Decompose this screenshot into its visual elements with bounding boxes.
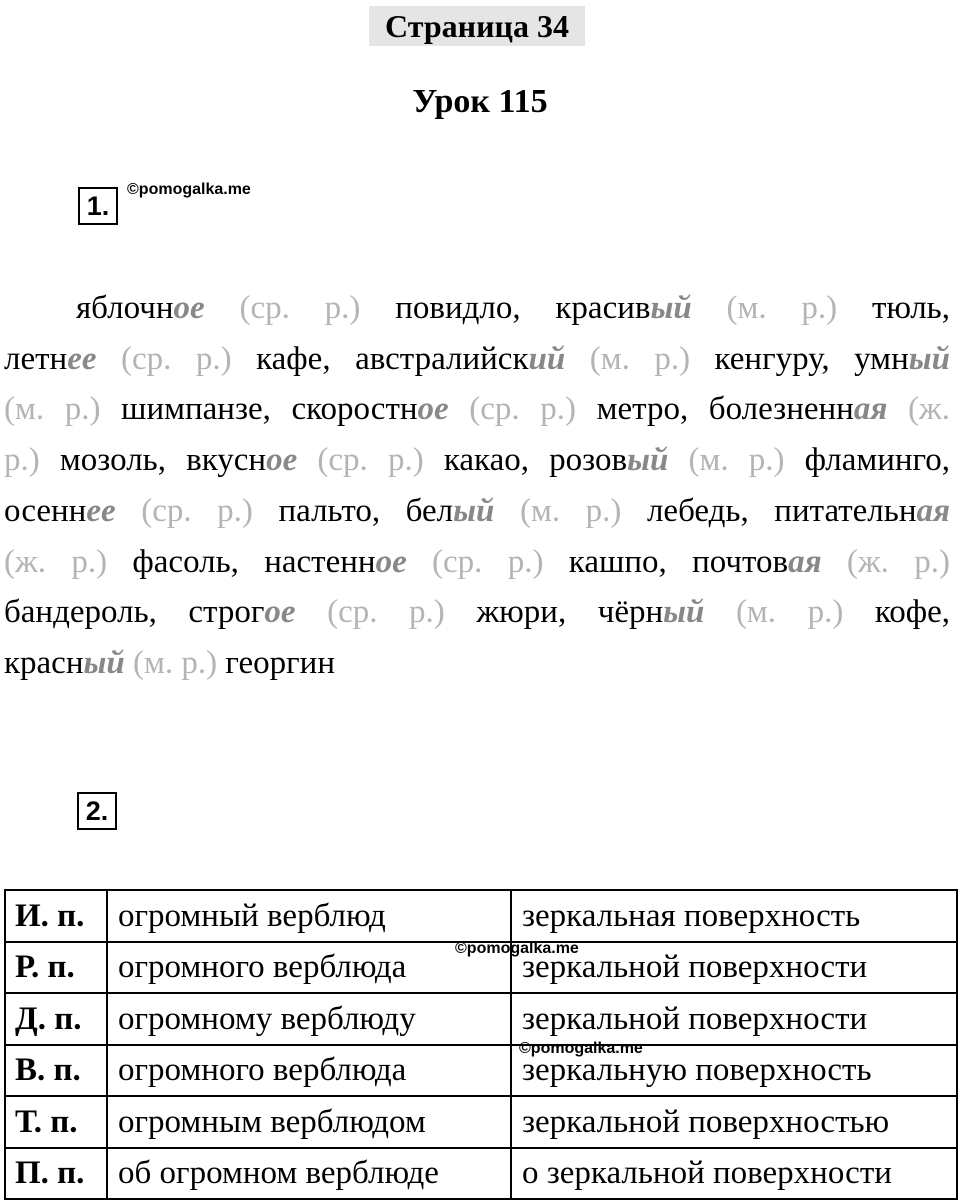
adjective-ending: ый xyxy=(83,644,125,681)
case-label: П. п. xyxy=(5,1148,107,1200)
case-label: И. п. xyxy=(5,890,107,942)
adjective-ending: ое xyxy=(264,594,296,631)
gender-note: р.) xyxy=(4,442,40,479)
gender-note: (ср. р.) xyxy=(317,442,424,479)
word-text: осенн xyxy=(4,492,87,529)
gender-note: (ж. xyxy=(907,391,950,428)
noun-phrase-surface: зеркальной поверхностью xyxy=(511,1096,957,1148)
text-line xyxy=(4,587,950,638)
word-text: бандероль, строг xyxy=(4,594,265,631)
table-row xyxy=(5,1148,957,1200)
word-text: георгин xyxy=(217,644,335,681)
table-row xyxy=(5,1096,957,1148)
word-text xyxy=(565,341,590,377)
gender-note: (ср. р.) xyxy=(121,340,232,377)
adjective-ending: ый xyxy=(453,492,495,529)
word-text: кенгуру, умн xyxy=(690,340,909,377)
case-label: Д. п. xyxy=(5,993,107,1045)
word-text xyxy=(97,341,122,377)
noun-phrase-surface: зеркальной поверхности xyxy=(511,942,957,994)
table-row xyxy=(5,890,957,942)
task-1-number: 1. xyxy=(78,187,118,225)
adjective-ending: ий xyxy=(528,340,566,377)
gender-note: (ср. р.) xyxy=(469,391,577,428)
gender-note: (ж. р.) xyxy=(4,543,108,580)
word-text: лебедь, питательн xyxy=(621,492,917,529)
gender-note: (м. р.) xyxy=(589,340,691,377)
word-text: кофе, xyxy=(843,594,951,631)
word-text: кафе, австралийск xyxy=(231,340,529,377)
declension-table xyxy=(4,889,958,1200)
noun-phrase-surface: зеркальной поверхности xyxy=(511,993,957,1045)
adjective-ending: ое xyxy=(375,543,407,580)
adjective-ending: ое xyxy=(173,290,205,326)
adjective-ending: ое xyxy=(266,442,298,479)
gender-note: (ж. р.) xyxy=(846,543,950,580)
adjective-ending: ее xyxy=(86,492,116,529)
case-label: В. п. xyxy=(5,1045,107,1097)
adjective-ending: ый xyxy=(650,290,692,326)
word-text xyxy=(125,645,133,681)
word-text xyxy=(449,391,470,427)
word-text xyxy=(704,594,736,630)
word-text xyxy=(887,391,908,427)
word-text xyxy=(116,493,142,529)
task-2-number: 2. xyxy=(77,792,117,830)
noun-phrase-surface: зеркальную поверхность xyxy=(511,1045,957,1097)
text-line xyxy=(4,638,950,689)
watermark: ©pomogalka.me xyxy=(455,940,579,957)
noun-phrase-surface: о зеркальной поверхности xyxy=(511,1148,957,1200)
table-row xyxy=(5,993,957,1045)
word-text xyxy=(407,544,432,580)
word-text: летн xyxy=(4,340,68,377)
word-text xyxy=(296,594,328,630)
task-2-number-text: 2 xyxy=(85,796,101,826)
task-1-text xyxy=(4,283,950,689)
gender-note: (м. р.) xyxy=(688,442,785,479)
text-line xyxy=(4,486,950,537)
gender-note: (ср. р.) xyxy=(327,594,445,631)
noun-phrase-camel: огромному верблюду xyxy=(107,993,511,1045)
noun-phrase-camel: огромный верблюд xyxy=(107,890,511,942)
lesson-title: Урок 115 xyxy=(412,83,548,120)
adjective-ending: ая xyxy=(916,492,950,529)
word-text xyxy=(692,290,727,326)
word-text: фасоль, настенн xyxy=(107,543,376,580)
noun-phrase-surface: зеркальная поверхность xyxy=(511,890,957,942)
text-line xyxy=(4,384,950,435)
word-text: какао, розов xyxy=(423,442,628,479)
adjective-ending: ая xyxy=(788,543,822,580)
watermark: ©pomogalka.me xyxy=(127,181,251,198)
noun-phrase-camel: огромного верблюда xyxy=(107,942,511,994)
adjective-ending: ее xyxy=(67,340,97,377)
word-text: метро, болезненн xyxy=(576,391,854,428)
noun-phrase-camel: об огромном верблюде xyxy=(107,1148,511,1200)
word-text: красн xyxy=(4,644,84,681)
gender-note: (м. р.) xyxy=(133,644,218,681)
task-1-number-text: 1 xyxy=(86,191,102,221)
word-text xyxy=(297,442,317,478)
word-text: мозоль, вкусн xyxy=(39,442,267,479)
word-text: яблочн xyxy=(76,290,174,326)
case-label: Т. п. xyxy=(5,1096,107,1148)
text-line xyxy=(4,334,950,385)
text-line xyxy=(4,283,950,334)
word-text: тюль, xyxy=(837,290,950,326)
word-text: жюри, чёрн xyxy=(444,594,664,631)
adjective-ending: ое xyxy=(417,391,449,428)
noun-phrase-camel: огромного верблюда xyxy=(107,1045,511,1097)
word-text: фламинго, xyxy=(784,442,951,479)
adjective-ending: ая xyxy=(853,391,888,428)
word-text xyxy=(822,544,847,580)
gender-note: (м. р.) xyxy=(4,391,101,428)
adjective-ending: ый xyxy=(663,594,705,631)
text-line xyxy=(4,435,950,486)
word-text: пальто, бел xyxy=(252,492,454,529)
word-text xyxy=(205,290,240,326)
text-line xyxy=(4,537,950,588)
table-row xyxy=(5,1045,957,1097)
word-text xyxy=(494,493,520,529)
word-text xyxy=(668,442,688,478)
word-text: повидло, красив xyxy=(360,290,651,326)
gender-note: (м. р.) xyxy=(735,594,844,631)
word-text: шимпанзе, скоростн xyxy=(100,391,418,428)
gender-note: (ср. р.) xyxy=(141,492,253,529)
noun-phrase-camel: огромным верблюдом xyxy=(107,1096,511,1148)
case-label: Р. п. xyxy=(5,942,107,994)
watermark: ©pomogalka.me xyxy=(519,1040,643,1057)
adjective-ending: ый xyxy=(908,340,950,377)
word-text: кашпо, почтов xyxy=(543,543,789,580)
gender-note: (ср. р.) xyxy=(239,290,361,326)
gender-note: (ср. р.) xyxy=(432,543,544,580)
gender-note: (м. р.) xyxy=(519,492,622,529)
page-title: Страница 34 xyxy=(369,6,585,46)
gender-note: (м. р.) xyxy=(726,290,838,326)
adjective-ending: ый xyxy=(627,442,669,479)
